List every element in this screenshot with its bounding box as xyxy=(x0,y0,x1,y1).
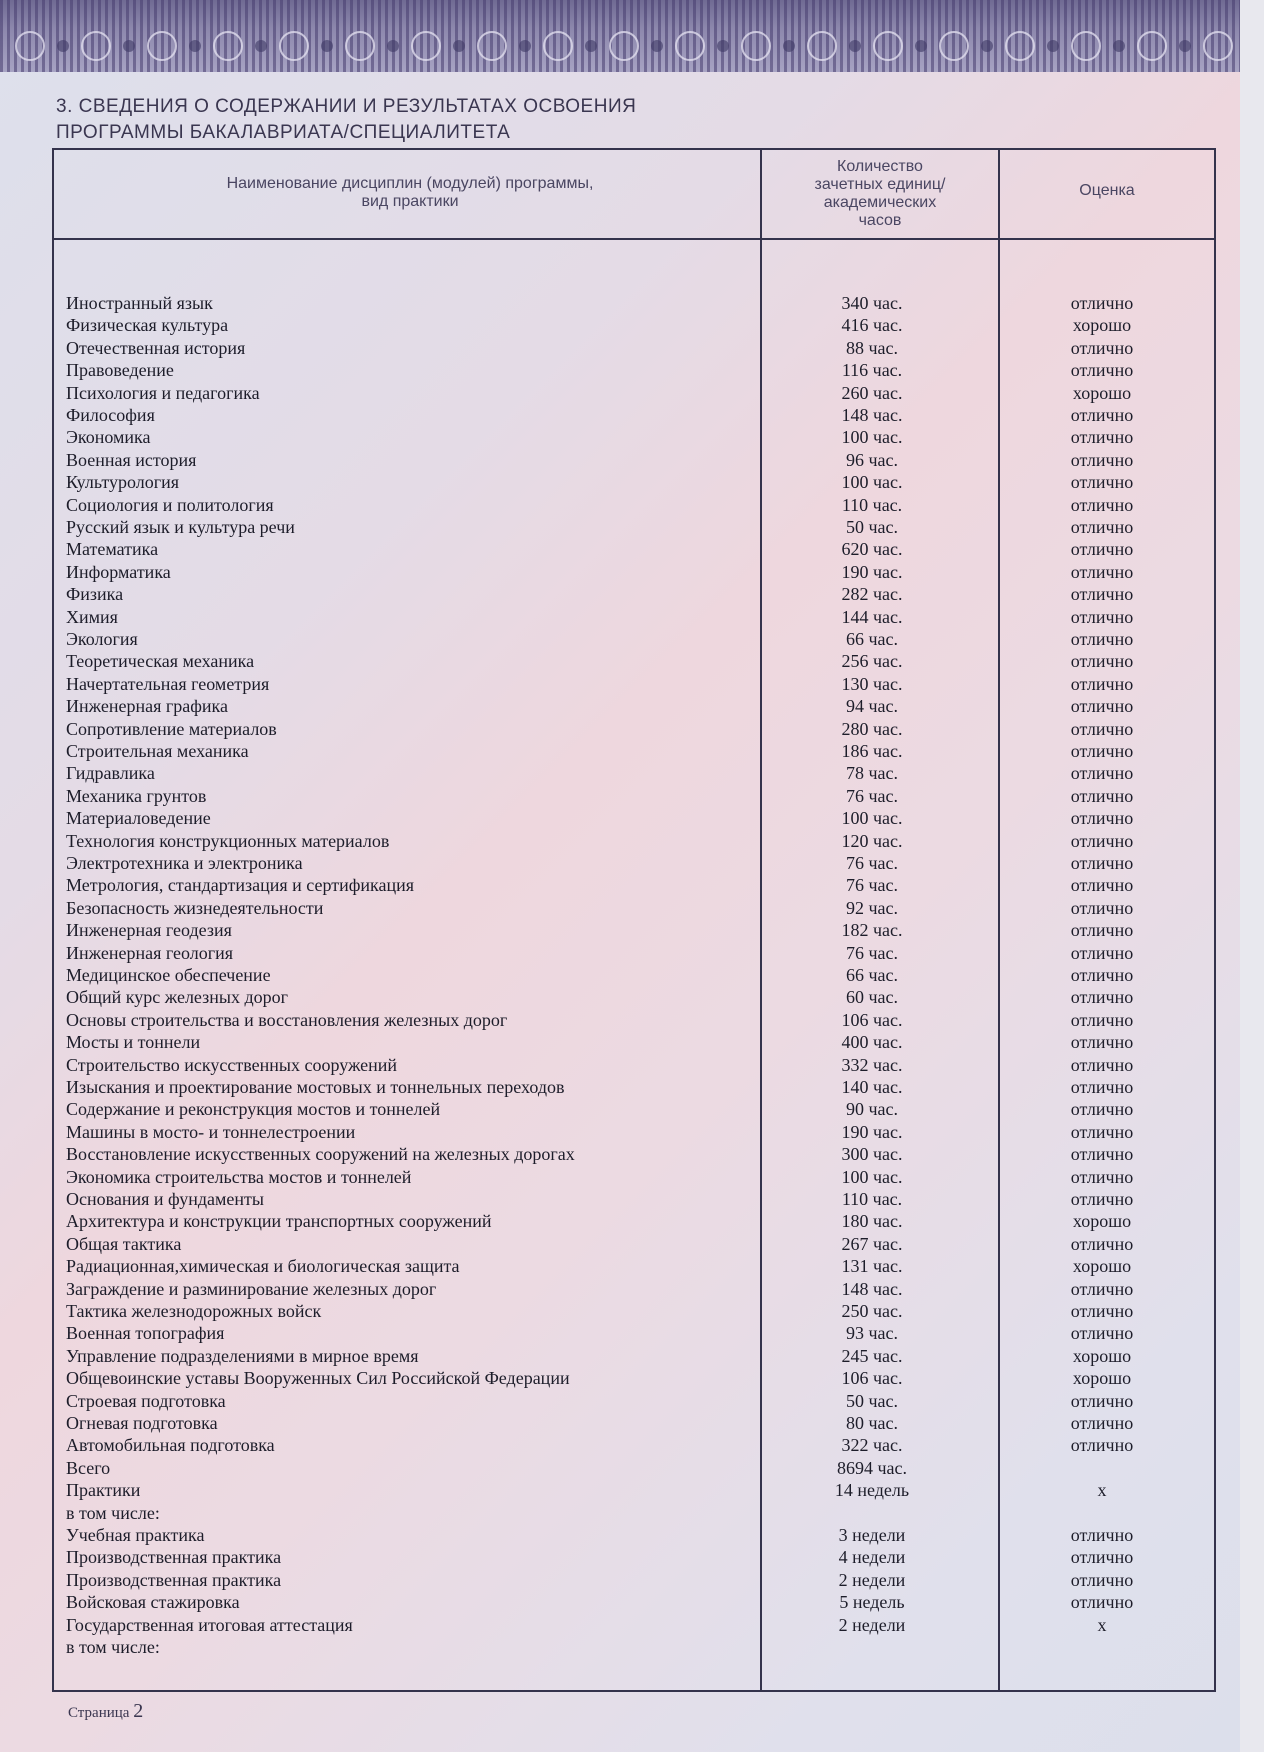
discipline-name: Отечественная история xyxy=(66,337,246,358)
grade-value: отлично xyxy=(1070,584,1134,605)
header-grade xyxy=(1000,182,1214,200)
hours-value: 416 час. xyxy=(841,315,903,336)
page-footer xyxy=(68,1700,143,1723)
grade-value: отлично xyxy=(1070,1032,1134,1053)
hours-value: 148 час. xyxy=(841,1278,903,1299)
table-row xyxy=(52,404,1212,426)
grade-value: отлично xyxy=(1070,853,1134,873)
hours-value: 66 час. xyxy=(845,629,899,649)
grade-value: отлично xyxy=(1070,1592,1134,1613)
table-row xyxy=(52,1166,1212,1188)
grade-value: отлично xyxy=(1070,606,1134,627)
hours-value: 94 час. xyxy=(845,696,899,717)
hours-value: 282 час. xyxy=(841,584,903,605)
discipline-name: Инженерная графика xyxy=(66,696,228,717)
hours-value: 80 час. xyxy=(845,1413,899,1433)
grade-value: отлично xyxy=(1070,337,1134,358)
table-row xyxy=(52,1524,1212,1546)
hours-value: 140 час. xyxy=(841,1077,903,1097)
table-row xyxy=(52,314,1212,336)
grade-value: отлично xyxy=(1070,1233,1134,1254)
table-row xyxy=(52,382,1212,404)
table-row xyxy=(52,583,1212,605)
discipline-name: Химия xyxy=(66,606,118,627)
hours-value: 4 недели xyxy=(838,1547,906,1568)
decorative-border-band xyxy=(0,0,1240,72)
hours-value: 78 час. xyxy=(845,763,899,784)
header-quantity xyxy=(762,158,998,230)
table-row xyxy=(52,1031,1212,1053)
discipline-name: Производственная практика xyxy=(66,1547,282,1568)
discipline-name: Радиационная,химическая и биологическая защита xyxy=(66,1256,460,1277)
discipline-name: Архитектура и конструкции транспортных сооружений xyxy=(66,1211,492,1232)
discipline-name: Информатика xyxy=(66,561,171,582)
table-row xyxy=(52,874,1212,896)
grade-value: отлично xyxy=(1070,1413,1134,1433)
grade-value: отлично xyxy=(1070,763,1134,784)
table-row xyxy=(52,807,1212,829)
grade-value: хорошо xyxy=(1072,1211,1132,1232)
hours-value: 190 час. xyxy=(841,1121,903,1142)
hours-value: 76 час. xyxy=(845,853,899,873)
discipline-name: Правоведение xyxy=(66,360,174,381)
hours-value: 186 час. xyxy=(841,741,903,761)
grade-value: отлично xyxy=(1070,987,1134,1008)
grade-value: хорошо xyxy=(1072,1368,1132,1389)
discipline-name: Иностранный язык xyxy=(66,293,213,313)
grade-value: отлично xyxy=(1070,942,1134,963)
table-row xyxy=(52,650,1212,672)
page-edge xyxy=(1240,0,1264,1752)
grade-value: отлично xyxy=(1070,1054,1134,1075)
grade-value: отлично xyxy=(1070,405,1134,425)
table-row xyxy=(52,1479,1212,1501)
hours-value: 106 час. xyxy=(841,1368,903,1389)
discipline-name: Медицинское обеспечение xyxy=(66,965,271,985)
header-name-line2: вид практики xyxy=(361,193,459,210)
grade-value: отлично xyxy=(1070,1435,1134,1456)
grade-value: отлично xyxy=(1070,561,1134,582)
section-title xyxy=(56,94,636,146)
table-row xyxy=(52,1591,1212,1613)
discipline-name: Экология xyxy=(66,629,138,649)
hours-value: 96 час. xyxy=(845,449,899,470)
hours-value: 256 час. xyxy=(841,651,903,672)
discipline-name: Метрология, стандартизация и сертификация xyxy=(66,875,415,896)
header-qty-line1: Количество xyxy=(837,158,923,175)
discipline-name: Гидравлика xyxy=(66,763,155,784)
discipline-name: Практики xyxy=(66,1480,141,1501)
hours-value: 300 час. xyxy=(841,1144,903,1165)
discipline-name: Всего xyxy=(66,1457,111,1478)
table-row xyxy=(52,986,1212,1008)
grade-value: хорошо xyxy=(1072,315,1132,336)
section-title-line1: 3. СВЕДЕНИЯ О СОДЕРЖАНИИ И РЕЗУЛЬТАТАХ ОСВОЕНИЯ xyxy=(56,96,637,117)
discipline-name: Государственная итоговая аттестация xyxy=(66,1614,353,1635)
discipline-name: Физическая культура xyxy=(66,315,229,336)
hours-value: 66 час. xyxy=(845,965,899,985)
table-row xyxy=(52,1121,1212,1143)
table-row xyxy=(52,897,1212,919)
hours-value: 322 час. xyxy=(841,1435,903,1456)
table-row xyxy=(52,1143,1212,1165)
table-row xyxy=(52,449,1212,471)
table-row xyxy=(52,1614,1212,1636)
discipline-name: Автомобильная подготовка xyxy=(66,1435,275,1456)
header-name-line1: Наименование дисциплин (модулей) программы, xyxy=(226,175,594,192)
grade-value: отлично xyxy=(1070,1525,1134,1545)
discipline-name: Сопротивление материалов xyxy=(66,718,277,739)
grade-value: отлично xyxy=(1070,427,1134,448)
grade-value: отлично xyxy=(1070,696,1134,717)
table-row xyxy=(52,1300,1212,1322)
table-row xyxy=(52,1233,1212,1255)
discipline-name: Войсковая стажировка xyxy=(66,1592,240,1613)
hours-value: 93 час. xyxy=(845,1323,899,1344)
header-qty-line3: академических xyxy=(823,194,937,211)
table-row xyxy=(52,1390,1212,1412)
table-row xyxy=(52,1278,1212,1300)
discipline-name: Русский язык и культура речи xyxy=(66,517,295,537)
table-row xyxy=(52,1188,1212,1210)
grade-value: отлично xyxy=(1070,808,1134,829)
table-row xyxy=(52,538,1212,560)
grade-value: отлично xyxy=(1070,1009,1134,1030)
table-row xyxy=(52,1569,1212,1591)
hours-value: 76 час. xyxy=(845,785,899,806)
table-row xyxy=(52,1054,1212,1076)
hours-value: 148 час. xyxy=(841,405,903,425)
header-divider xyxy=(52,238,1216,240)
hours-value: 340 час. xyxy=(841,293,903,313)
grade-value: x xyxy=(1097,1480,1107,1501)
grade-value: отлично xyxy=(1070,1547,1134,1568)
discipline-name: Общий курс железных дорог xyxy=(66,987,289,1008)
table-row xyxy=(52,516,1212,538)
grade-value: отлично xyxy=(1070,1569,1134,1590)
grade-value: отлично xyxy=(1070,651,1134,672)
hours-value: 60 час. xyxy=(845,987,899,1008)
grade-value: отлично xyxy=(1070,830,1134,851)
discipline-name: Содержание и реконструкция мостов и тоннелей xyxy=(66,1099,441,1120)
discipline-name: Заграждение и разминирование железных дорог xyxy=(66,1278,437,1299)
discipline-name: Управление подразделениями в мирное время xyxy=(66,1345,419,1366)
discipline-name: Учебная практика xyxy=(66,1525,205,1545)
hours-value: 2 недели xyxy=(838,1614,906,1635)
hours-value: 245 час. xyxy=(841,1345,903,1366)
header-grade-label: Оценка xyxy=(1079,182,1135,199)
hours-value: 76 час. xyxy=(845,875,899,896)
table-row xyxy=(52,426,1212,448)
table-row xyxy=(52,1009,1212,1031)
hours-value: 182 час. xyxy=(841,920,903,941)
hours-value: 267 час. xyxy=(841,1233,903,1254)
grade-value: отлично xyxy=(1070,293,1134,313)
table-row xyxy=(52,964,1212,986)
table-row xyxy=(52,1412,1212,1434)
discipline-name: Огневая подготовка xyxy=(66,1413,218,1433)
table-row xyxy=(52,673,1212,695)
discipline-name: Физика xyxy=(66,584,124,605)
hours-value: 50 час. xyxy=(845,1390,899,1411)
grade-value: хорошо xyxy=(1072,1256,1132,1277)
hours-value: 100 час. xyxy=(841,1166,903,1187)
table-row xyxy=(52,1367,1212,1389)
table-row xyxy=(52,1076,1212,1098)
discipline-name: Механика грунтов xyxy=(66,785,207,806)
grade-value: отлично xyxy=(1070,1390,1134,1411)
hours-value: 106 час. xyxy=(841,1009,903,1030)
discipline-name: Теоретическая механика xyxy=(66,651,255,672)
table-row xyxy=(52,561,1212,583)
table-row xyxy=(52,942,1212,964)
hours-value: 131 час. xyxy=(841,1256,903,1277)
discipline-name: Начертательная геометрия xyxy=(66,673,270,694)
discipline-name: Основы строительства и восстановления железных дорог xyxy=(66,1009,508,1030)
discipline-name: в том числе: xyxy=(66,1637,160,1657)
header-discipline-name xyxy=(60,175,760,211)
grade-value: отлично xyxy=(1070,875,1134,896)
discipline-name: Производственная практика xyxy=(66,1569,282,1590)
discipline-name: Электротехника и электроника xyxy=(66,853,303,873)
table-row xyxy=(52,785,1212,807)
grade-value: отлично xyxy=(1070,1077,1134,1097)
hours-value: 620 час. xyxy=(841,539,903,560)
table-row xyxy=(52,1098,1212,1120)
hours-value: 180 час. xyxy=(841,1211,903,1232)
grade-value: отлично xyxy=(1070,741,1134,761)
table-row xyxy=(52,1322,1212,1344)
discipline-name: Основания и фундаменты xyxy=(66,1189,265,1209)
grade-value: отлично xyxy=(1070,449,1134,470)
discipline-name: Инженерная геология xyxy=(66,942,234,963)
discipline-name: Мосты и тоннели xyxy=(66,1032,201,1053)
discipline-name: Общая тактика xyxy=(66,1233,182,1254)
table-row xyxy=(52,1434,1212,1456)
grade-value: отлично xyxy=(1070,629,1134,649)
grade-value: отлично xyxy=(1070,965,1134,985)
table-row xyxy=(52,919,1212,941)
discipline-name: Тактика железнодорожных войск xyxy=(66,1301,322,1321)
discipline-name: Экономика строительства мостов и тоннелей xyxy=(66,1166,412,1187)
page-label: Страница xyxy=(68,1705,130,1721)
grade-value: хорошо xyxy=(1072,382,1132,403)
discipline-name: Общевоинские уставы Вооруженных Сил Российской Федерации xyxy=(66,1368,570,1389)
discipline-name: Материаловедение xyxy=(66,808,211,829)
discipline-name: Военная история xyxy=(66,449,197,470)
table-row xyxy=(52,1546,1212,1568)
hours-value: 100 час. xyxy=(841,427,903,448)
table-row xyxy=(52,740,1212,762)
hours-value: 3 недели xyxy=(838,1525,906,1545)
discipline-name: Восстановление искусственных сооружений на железных дорогах xyxy=(66,1144,575,1165)
discipline-name: Военная топография xyxy=(66,1323,225,1344)
table-row xyxy=(52,1457,1212,1479)
grade-value: отлично xyxy=(1070,920,1134,941)
hours-value: 250 час. xyxy=(841,1301,903,1321)
hours-value: 130 час. xyxy=(841,673,903,694)
grade-value: отлично xyxy=(1070,472,1134,493)
hours-value: 88 час. xyxy=(845,337,899,358)
hours-value: 260 час. xyxy=(841,382,903,403)
grade-value: отлично xyxy=(1070,494,1134,515)
discipline-name: Культурология xyxy=(66,472,180,493)
hours-value: 50 час. xyxy=(845,517,899,537)
grade-value: отлично xyxy=(1070,785,1134,806)
table-row xyxy=(52,718,1212,740)
hours-value: 400 час. xyxy=(841,1032,903,1053)
hours-value: 190 час. xyxy=(841,561,903,582)
discipline-name: Технология конструкционных материалов xyxy=(66,830,390,851)
grade-value: хорошо xyxy=(1072,1345,1132,1366)
table-row xyxy=(52,359,1212,381)
grade-value: отлично xyxy=(1070,539,1134,560)
discipline-name: Безопасность жизнедеятельности xyxy=(66,897,324,918)
table-row xyxy=(52,1255,1212,1277)
discipline-name: Философия xyxy=(66,405,155,425)
table-row xyxy=(52,1636,1212,1658)
grade-value: отлично xyxy=(1070,1144,1134,1165)
hours-value: 100 час. xyxy=(841,472,903,493)
grade-value: отлично xyxy=(1070,1166,1134,1187)
header-qty-line2: зачетных единиц/ xyxy=(814,176,946,193)
hours-value: 116 час. xyxy=(841,360,903,381)
hours-value: 120 час. xyxy=(841,830,903,851)
grade-value: отлично xyxy=(1070,897,1134,918)
table-row xyxy=(52,762,1212,784)
discipline-name: в том числе: xyxy=(66,1502,160,1523)
hours-value: 144 час. xyxy=(841,606,903,627)
grade-value: x xyxy=(1097,1614,1107,1635)
discipline-name: Строевая подготовка xyxy=(66,1390,226,1411)
table-row xyxy=(52,494,1212,516)
discipline-name: Психология и педагогика xyxy=(66,382,260,403)
table-row xyxy=(52,606,1212,628)
hours-value: 5 недель xyxy=(839,1592,905,1613)
grade-value: отлично xyxy=(1070,1323,1134,1344)
hours-value: 332 час. xyxy=(841,1054,903,1075)
table-row xyxy=(52,628,1212,650)
table-row xyxy=(52,471,1212,493)
grade-value: отлично xyxy=(1070,360,1134,381)
hours-value: 280 час. xyxy=(841,718,903,739)
discipline-name: Изыскания и проектирование мостовых и тоннельных переходов xyxy=(66,1077,565,1097)
table-row xyxy=(52,337,1212,359)
table-row xyxy=(52,1345,1212,1367)
header-qty-line4: часов xyxy=(858,212,902,229)
discipline-name: Строительная механика xyxy=(66,741,249,761)
discipline-name: Математика xyxy=(66,539,159,560)
table-row xyxy=(52,292,1212,314)
discipline-name: Машины в мосто- и тоннелестроении xyxy=(66,1121,356,1142)
table-row xyxy=(52,695,1212,717)
grade-value: отлично xyxy=(1070,517,1134,537)
hours-value: 100 час. xyxy=(841,808,903,829)
hours-value: 110 час. xyxy=(841,494,903,515)
section-title-line2: ПРОГРАММЫ БАКАЛАВРИАТА/СПЕЦИАЛИТЕТА xyxy=(56,122,511,143)
hours-value: 76 час. xyxy=(845,942,899,963)
table-row xyxy=(52,1502,1212,1524)
page-number: 2 xyxy=(133,1700,144,1722)
grade-value: отлично xyxy=(1070,1121,1134,1142)
grade-value: отлично xyxy=(1070,1099,1134,1120)
grade-value: отлично xyxy=(1070,1189,1134,1209)
discipline-name: Экономика xyxy=(66,427,151,448)
discipline-name: Строительство искусственных сооружений xyxy=(66,1054,398,1075)
hours-value: 92 час. xyxy=(845,897,899,918)
table-row xyxy=(52,830,1212,852)
table-row xyxy=(52,852,1212,874)
grade-value: отлично xyxy=(1070,1278,1134,1299)
grade-value: отлично xyxy=(1070,673,1134,694)
hours-value: 90 час. xyxy=(845,1099,899,1120)
table-row xyxy=(52,1210,1212,1232)
hours-value: 2 недели xyxy=(838,1569,906,1590)
hours-value: 110 час. xyxy=(841,1189,903,1209)
hours-value: 8694 час. xyxy=(836,1457,908,1478)
grade-value: отлично xyxy=(1070,718,1134,739)
discipline-name: Инженерная геодезия xyxy=(66,920,232,941)
grade-value: отлично xyxy=(1070,1301,1134,1321)
hours-value: 14 недель xyxy=(834,1480,910,1501)
ornament-pattern xyxy=(0,0,1240,72)
discipline-name: Социология и политология xyxy=(66,494,274,515)
